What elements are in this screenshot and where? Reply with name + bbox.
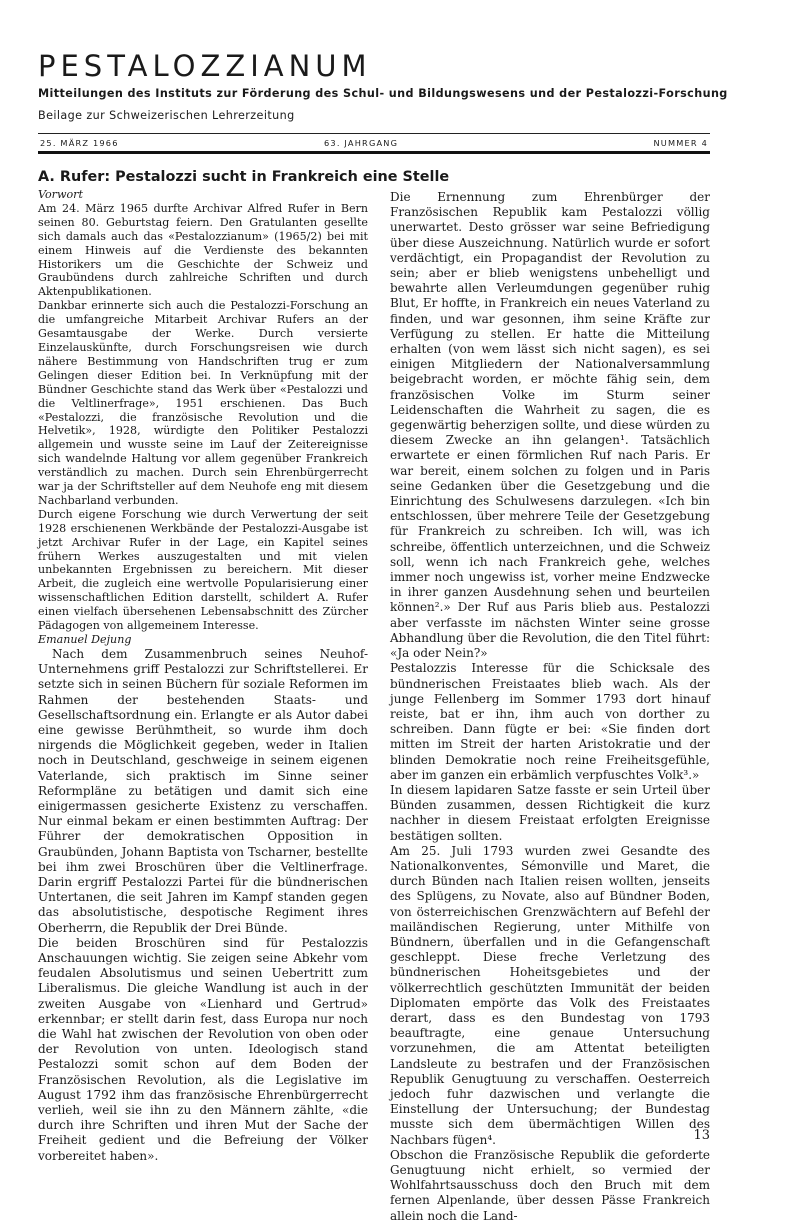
foreword-paragraph: Durch eigene Forschung wie durch Verwertung der seit 1928 erschienenen Werkbände der Pestalozzi-Ausgabe ist jetzt Archivar Rufer in der Lage, ein Kapitel seines frühern Werkes auszugestalten und mit vielen unbekannten Ergebnissen zu bereichern. Mit dieser Arbeit, die zugleich eine wertvolle Popularisierung einer wissenschaftlichen Edition darstellt, schildert A. Rufer einen vielfach übersehenen Lebensabschnitt des Zürcher Pädagogen von allgemeinem Interesse. (38, 507, 368, 633)
foreword (38, 188, 368, 647)
page-number: 13 (693, 1128, 710, 1143)
issue-volume: 63. JAHRGANG (324, 138, 399, 148)
body-paragraph: In diesem lapidaren Satze fasste er sein Urteil über Bünden zusammen, dessen Richtigkeit die kurz nachher in diesem Freistaat erfolgten Ereignisse bestätigen sollten. (390, 782, 710, 843)
foreword-paragraph: Am 24. März 1965 durfte Archivar Alfred Rufer in Bern seinen 80. Geburtstag feiern. Den Gratulanten gesellte sich damals auch das «Pestalozzianum» (1965/2) bei mit einem Hinweis auf die Verdienste des bekannten Historikers um die Geschichte der Schweiz und Graubündens durch zahlreiche Schriften und durch Aktenpublikationen. (38, 201, 368, 299)
body-paragraph: Obschon die Französische Republik die geforderte Genugtuung nicht erhielt, so vermied der Wohlfahrtsausschuss doch den Bruch mit dem fernen Alpenlande, über dessen Pässe Frankreich allein noch die Land- (390, 1147, 710, 1223)
journal-subtitle: Mitteilungen des Instituts zur Förderung des Schul- und Bildungswesens und der Pestalozzi-Forschung (38, 87, 728, 100)
body-paragraph: Am 25. Juli 1793 wurden zwei Gesandte des Nationalkonventes, Sémonville und Maret, die durch Bünden nach Italien reisen wollten, jenseits des Splügens, zu Novate, also auf Bündner Boden, von österreichischen Grenzwächtern auf Befehl der mailändischen Regierung, unter Mithilfe von Bündnern, überfallen und in die Gefangenschaft geschleppt. Diese freche Verletzung des bündnerischen Hoheitsgebietes und der völkerrechtlich geschützten Immunität der beiden Diplomaten empörte das Volk des Freistaates derart, dass es den Bundestag von 1793 beauftragte, eine genaue Untersuchung vorzunehmen, die am Attentat beteiligten Landsleute zu bestrafen und der Französischen Republik Genugtuung zu verschaffen. Oesterreich jedoch fuhr dazwischen und verlangte die Einstellung der Untersuchung; der Bundestag musste sich dem übermächtigen Willen des Nachbars fügen⁴. (390, 843, 710, 1147)
body-paragraph: Die Ernennung zum Ehrenbürger der Französischen Republik kam Pestalozzi völlig unerwartet. Desto grösser war seine Befriedigung über diese Auszeichnung. Natürlich wurde er sofort verdächtigt, ein Propagandist der Revolution zu sein; aber er blieb wenigstens unbehelligt und bewahrte allen Verleumdungen gegenüber ruhig Blut, Er hoffte, in Frankreich ein neues Vaterland zu finden, und war gesonnen, ihm seine Kräfte zur Verfügung zu stellen. Er hatte die Mitteilung erhalten (von wem lässt sich nicht sagen), es sei einigen Mitgliedern der Nationalversammlung beigebracht worden, er möchte fähig sein, dem französischen Volke im Sturm seiner Leidenschaften die Wahrheit zu sagen, die es gegenwärtig beherzigen sollte, und diese würden zu diesem Zwecke an ihn gelangen¹. Tatsächlich erwartete er einen förmlichen Ruf nach Paris. Er war bereit, einem solchen zu folgen und in Paris seine Gedanken über die Gesetzgebung und die Einrichtung des Schulwesens darzulegen. «Ich bin entschlossen, über mehrere Teile der Gesetzgebung für Frankreich zu schreiben. Ich will, was ich schreibe, öffentlich unterzeichnen, und die Schweiz soll, wenn ich nach Frankreich gehe, welches immer noch ungewiss ist, vorher meine Endzwecke in ihrer ganzen Ausdehnung sehen und beurteilen können².» Der Ruf aus Paris blieb aus. Pestalozzi aber verfasste im nächsten Winter seine grosse Abhandlung über die Revolution, die den Titel führt: «Ja oder Nein?» (390, 190, 710, 661)
journal-title: PESTALOZZIANUM (38, 49, 372, 83)
issue-number: NUMMER 4 (653, 138, 708, 148)
journal-supplement: Beilage zur Schweizerischen Lehrerzeitung (38, 109, 295, 122)
issue-bottom-rule (38, 151, 710, 154)
right-column (390, 190, 710, 1224)
article-body-left (38, 647, 368, 1164)
article-title: A. Rufer: Pestalozzi sucht in Frankreich eine Stelle (38, 169, 450, 185)
foreword-paragraph: Dankbar erinnerte sich auch die Pestalozzi-Forschung an die umfangreiche Mitarbeit Archivar Rufers an der Gesamtausgabe der Werke. Durch versierte Einzelauskünfte, durch Forschungsreisen wie durch nähere Bestimmung von Handschriften trug er zum Gelingen dieser Edition bei. In Verknüpfung mit der Bündner Geschichte stand das Werk über «Pestalozzi und die Veltlinerfrage», 1951 erschienen. Das Buch «Pestalozzi, die französische Revolution und die Helvetik», 1928, würdigte den Politiker Pestalozzi allgemein und wusste seine im Lauf der Zeitereignisse sich wandelnde Haltung vor allem gegenüber Frankreich verständlich zu machen. Durch sein Ehrenbürgerrecht war ja der Schriftsteller auf dem Neuhofe eng mit diesem Nachbarland verbunden. (38, 299, 368, 507)
body-paragraph: Die beiden Broschüren sind für Pestalozzis Anschauungen wichtig. Sie zeigen seine Abkehr vom feudalen Absolutismus und seinen Uebertritt zum Liberalismus. Die gleiche Wandlung ist auch in der zweiten Ausgabe von «Lienhard und Gertrud» erkennbar; er stellt darin fest, dass Europa nur noch die Wahl hat zwischen der Revolution von oben oder der Revolution von unten. Ideologisch stand Pestalozzi somit schon auf dem Boden der Französischen Revolution, als die Legislative im August 1792 ihm das französische Ehrenbürgerrecht verlieh, weil sie ihn zu den Männern zählte, «die durch ihre Schriften und ihren Mut der Sache der Freiheit gedient und die Befreiung der Völker vorbereitet haben». (38, 935, 368, 1163)
left-column (38, 168, 450, 1164)
foreword-kicker: Vorwort (38, 188, 83, 201)
issue-line (38, 137, 710, 149)
body-paragraph: Nach dem Zusammenbruch seines Neuhof-Unternehmens griff Pestalozzi zur Schriftstellerei. Er setzte sich in seinen Büchern für soziale Reformen im Rahmen der bestehenden Staats- und Gesellschaftsordnung ein. Erlangte er als Autor dabei eine gewisse Berühmtheit, so wurde ihm doch nirgends die Möglichkeit gegeben, weder in Italien noch in Deutschland, geschweige in seinem eigenen Vaterlande, sich praktisch im Sinne seiner Reformpläne zu betätigen und damit sich eine einigermassen gesicherte Existenz zu verschaffen. Nur einmal bekam er einen bestimmten Auftrag: Der Führer der demokratischen Opposition in Graubünden, Johann Baptista von Tscharner, bestellte bei ihm zwei Broschüren über die Veltlinerfrage. Darin ergriff Pestalozzi Partei für die bündnerischen Untertanen, die seit Jahren im Kampf standen gegen das absolutistische, despotische Regiment ihres Oberherrn, die Republik der Drei Bünde. (38, 646, 368, 935)
issue-top-rule (38, 133, 710, 134)
foreword-signature: Emanuel Dejung (38, 633, 132, 646)
issue-date: 25. MÄRZ 1966 (40, 138, 119, 148)
masthead (38, 49, 728, 123)
body-paragraph: Pestalozzis Interesse für die Schicksale des bündnerischen Freistaates blieb wach. Als der junge Fellenberg im Sommer 1793 dort hinauf reiste, bat er ihn, ihm auch von dorther zu schreiben. Dann fügte er bei: «Sie finden dort mitten im Streit der harten Aristokratie und der blinden Demokratie noch reine Freiheitsgefühle, aber im ganzen ein erbämlich verpfuschtes Volk³.» (390, 661, 710, 782)
